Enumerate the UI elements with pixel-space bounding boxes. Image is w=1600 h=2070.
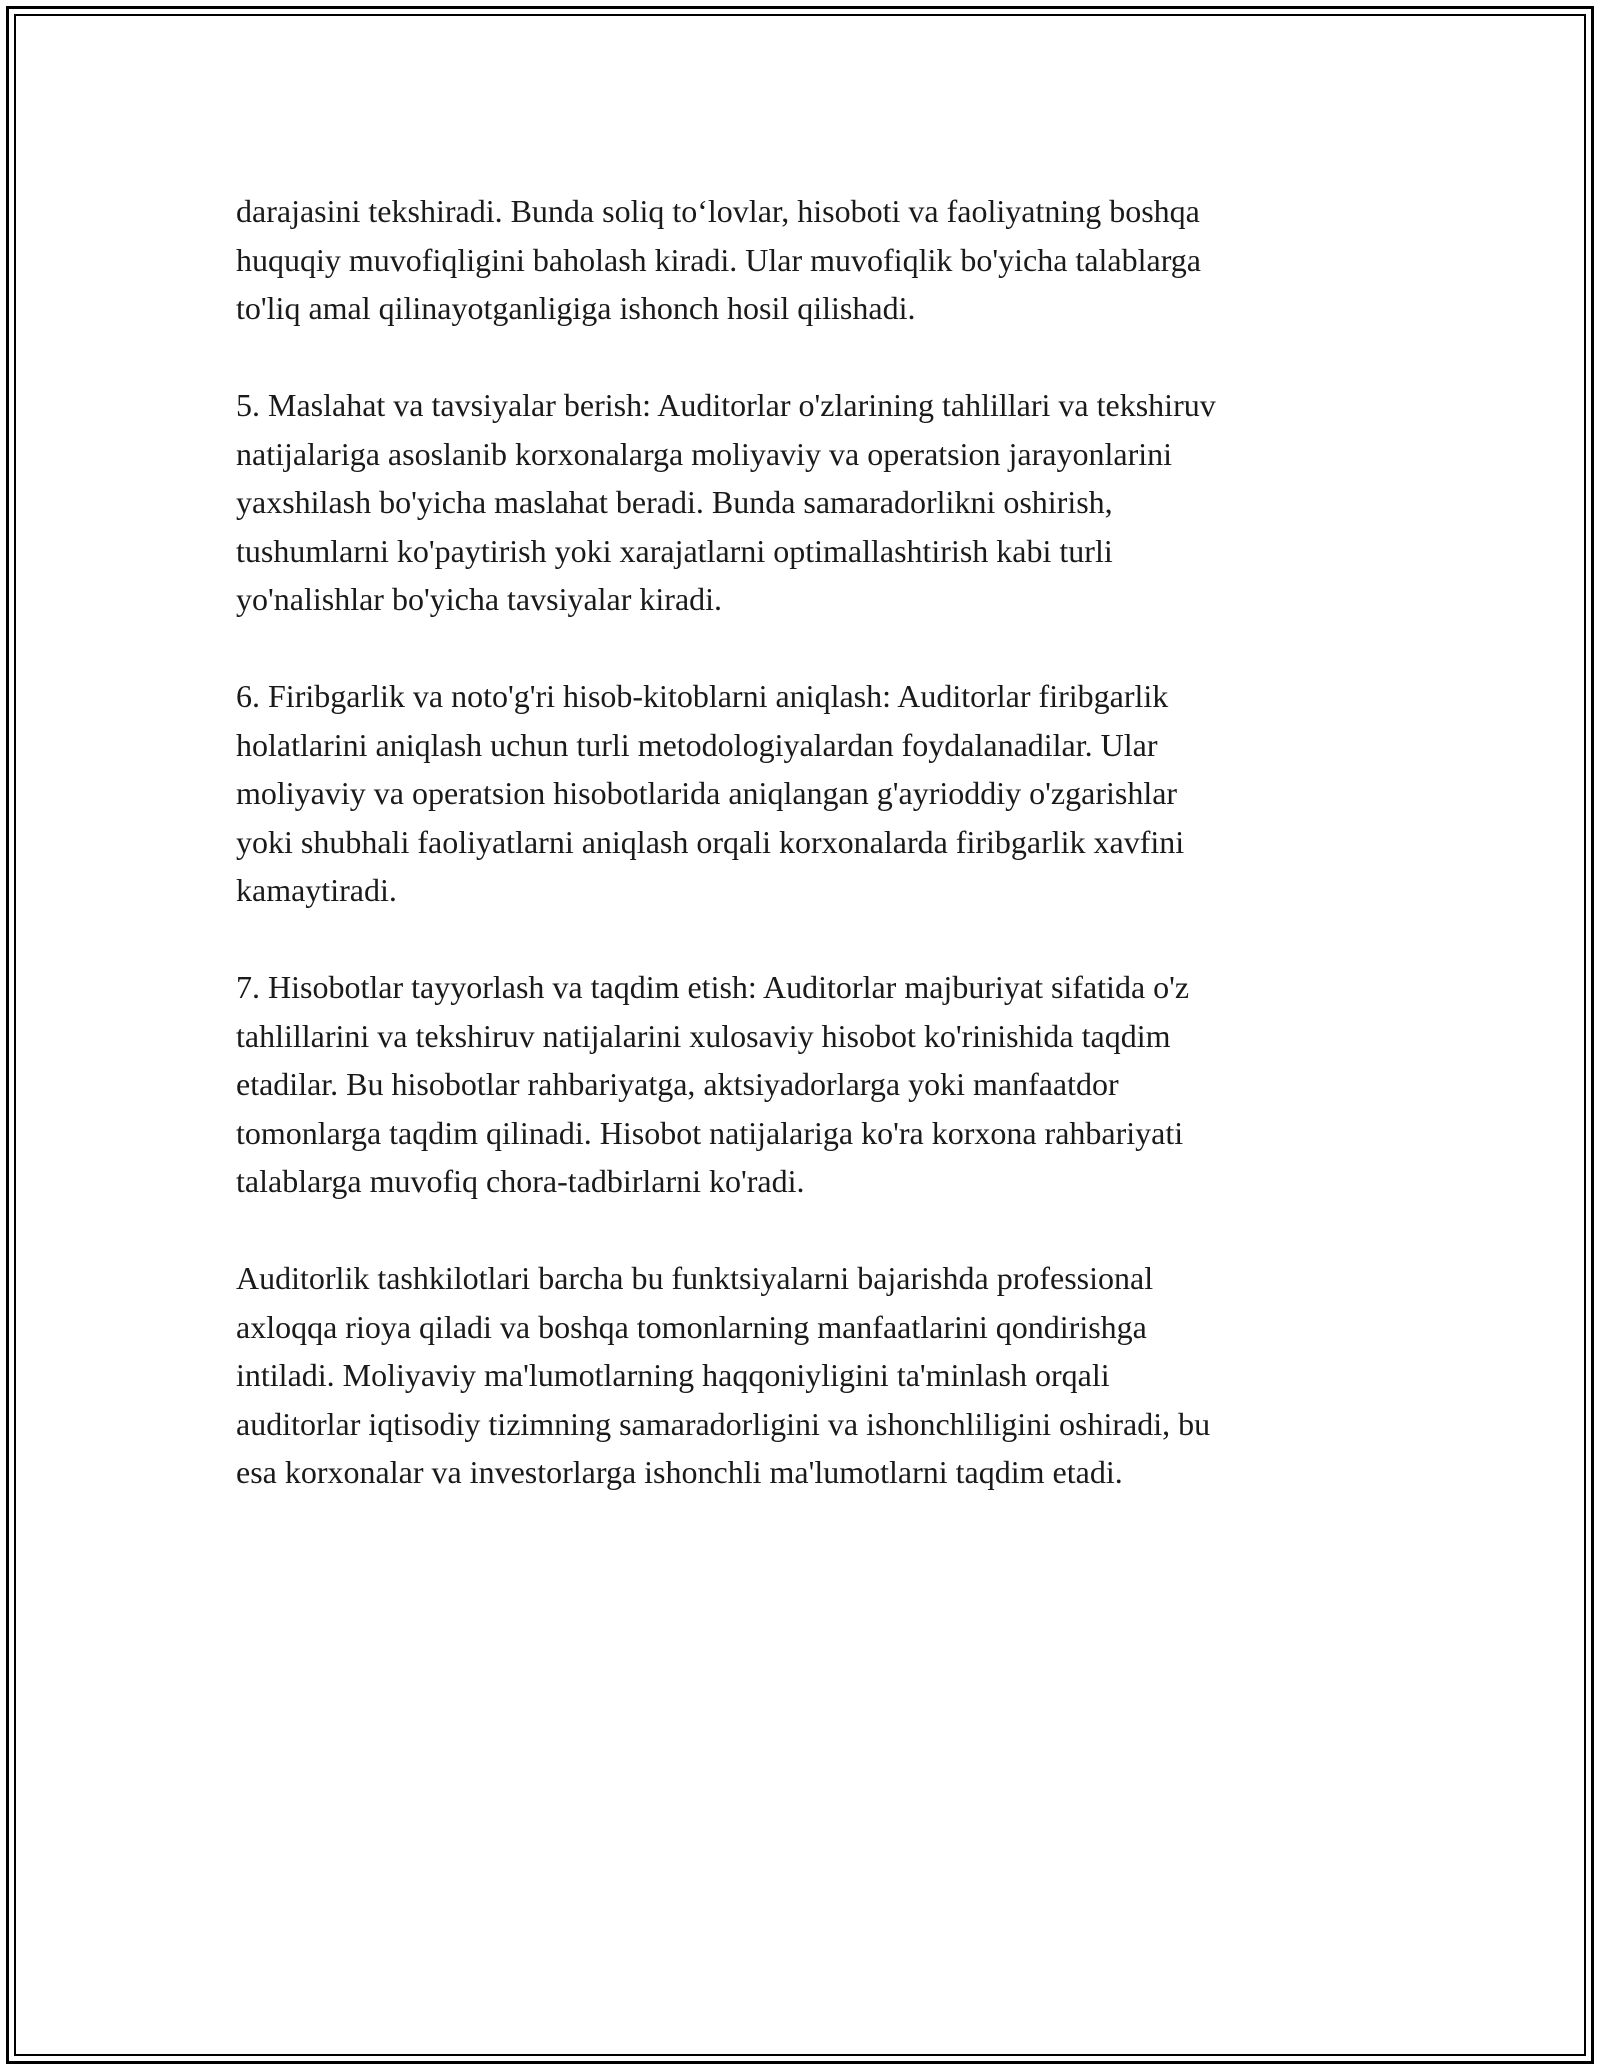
paragraph-fraud-detection: 6. Firibgarlik va noto'g'ri hisob-kitoblarni aniqlash: Auditorlar firibgarlik holatlarini aniqlash uchun turli metodologiyalardan foydalanadilar. Ular moliyaviy va operatsion hisobotlarida aniqlangan g'ayrioddiy o'zgarishlar yoki shubhali faoliyatlarni aniqlash orqali korxonalarda firibgarlik xavfini kamaytiradi. — [236, 678, 1185, 908]
paragraph-advice-recommendations: 5. Maslahat va tavsiyalar berish: Auditorlar o'zlarining tahlillari va tekshiruv natijalariga asoslanib korxonalarga moliyaviy va operatsion jarayonlarini yaxshilash bo'yicha maslahat beradi. Bunda samaradorlikni oshirish, tushumlarni ko'paytirish yoki xarajatlarni optimallashtirish kabi turli yo'nalishlar bo'yicha tavsiyalar kiradi. — [236, 387, 1216, 617]
paragraph-conclusion: Auditorlik tashkilotlari barcha bu funktsiyalarni bajarishda professional axloqqa rioya qiladi va boshqa tomonlarning manfaatlarini qondirishga intiladi. Moliyaviy ma'lumotlarning haqqoniyligini ta'minlash orqali auditorlar iqtisodiy tizimning samaradorligini va ishonchliligini oshiradi, bu esa korxonalar va investorlarga ishonchli ma'lumotlarni taqdim etadi. — [236, 1260, 1211, 1490]
document-body — [236, 187, 1386, 1545]
paragraph-compliance-continuation: darajasini tekshiradi. Bunda soliq to‘lovlar, hisoboti va faoliyatning boshqa huquqiy muvofiqligini baholash kiradi. Ular muvofiqlik bo'yicha talablarga to'liq amal qilinayotganligiga ishonch hosil qilishadi. — [236, 193, 1201, 326]
paragraph-reporting: 7. Hisobotlar tayyorlash va taqdim etish: Auditorlar majburiyat sifatida o'z tahlillarini va tekshiruv natijalarini xulosaviy hisobot ko'rinishida taqdim etadilar. Bu hisobotlar rahbariyatga, aktsiyadorlarga yoki manfaatdor tomonlarga taqdim qilinadi. Hisobot natijalariga ko'ra korxona rahbariyati talablarga muvofiq chora-tadbirlarni ko'radi. — [236, 969, 1190, 1199]
